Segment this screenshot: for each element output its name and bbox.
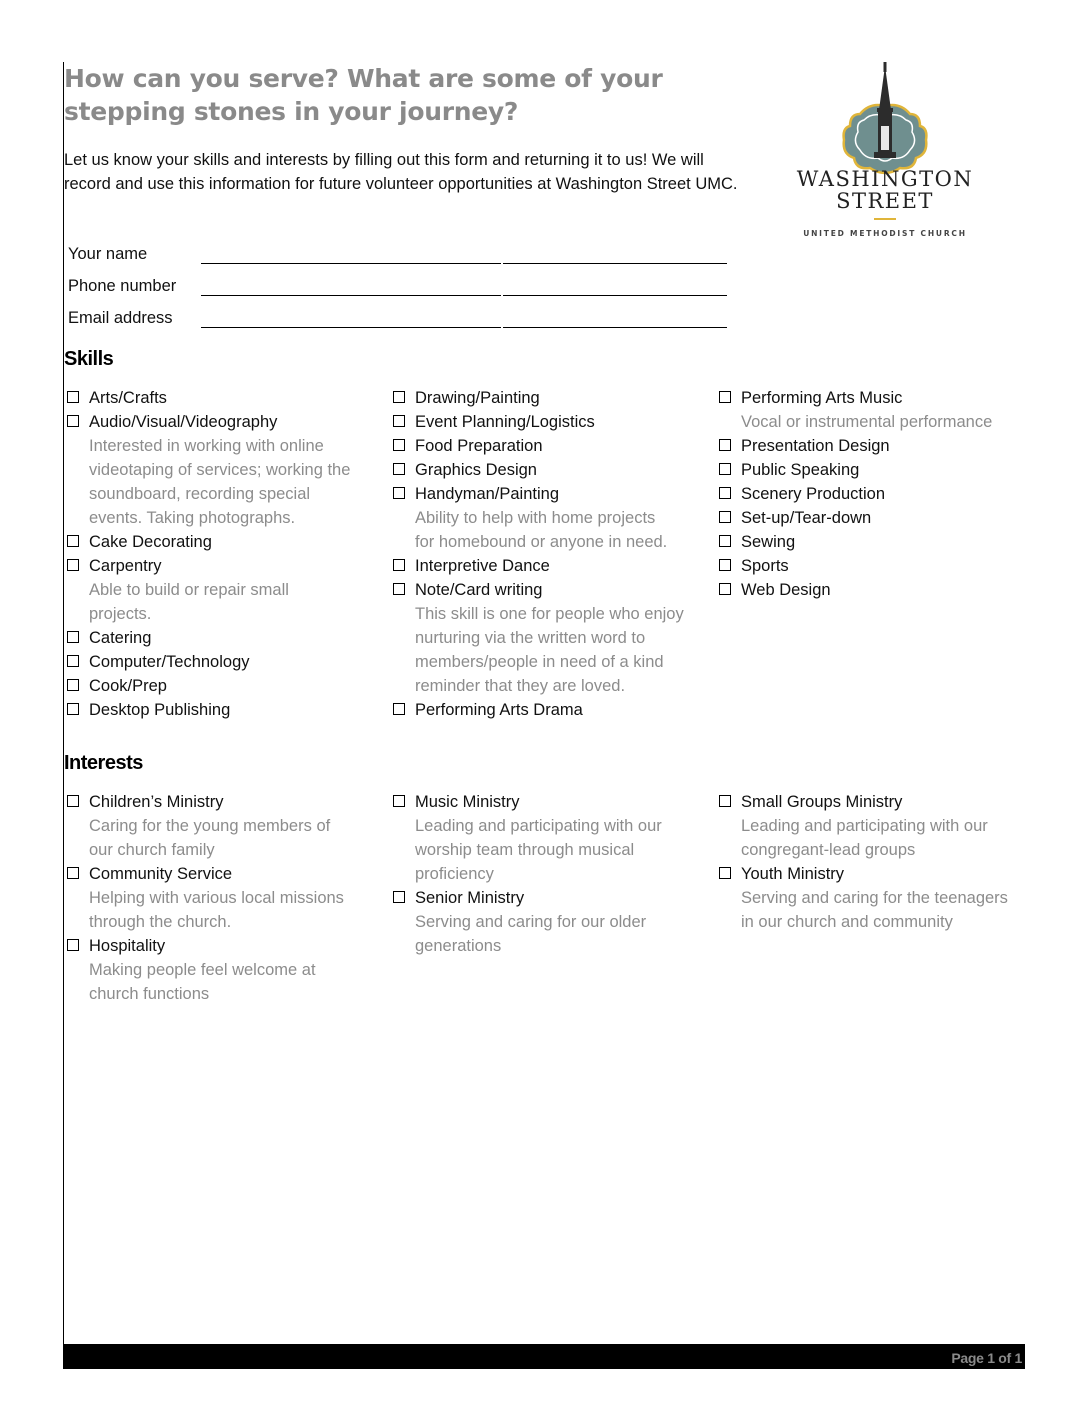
skills-option[interactable] [716,458,1026,482]
interests-option[interactable] [64,862,374,886]
option-label: Food Preparation [415,437,543,455]
option-description: Leading and participating with our [415,817,662,835]
option-description: events. Taking photographs. [89,509,296,527]
intro-paragraph: Let us know your skills and interests by filling out this form and returning it to us! We will record and use this information for future volunteer opportunities at Washington Street UMC. [64,151,738,193]
skills-column-3 [716,386,1026,602]
skills-option[interactable] [390,554,700,578]
logo-line-2: STREET [836,189,934,213]
option-label: Youth Ministry [741,865,845,883]
interests-option[interactable] [390,886,700,910]
checkbox[interactable] [393,795,405,807]
page-number: Page 1 of 1 [951,1350,1022,1366]
option-label: Scenery Production [741,485,885,503]
form-field-input-line[interactable] [201,263,727,264]
option-description: members/people in need of a kind [415,653,664,671]
skills-option[interactable] [390,410,700,434]
form-field-row [68,240,728,272]
checkbox[interactable] [719,487,731,499]
skills-column-2 [390,386,700,722]
option-label: Audio/Visual/Videography [89,413,278,431]
option-label: Presentation Design [741,437,890,455]
option-description: videotaping of services; working the [89,461,351,479]
checkbox[interactable] [393,487,405,499]
interests-column-1 [64,790,374,1006]
checkbox[interactable] [719,559,731,571]
checkbox[interactable] [393,463,405,475]
field-line-gap [501,295,503,296]
option-description: Making people feel welcome at [89,961,316,979]
option-description: This skill is one for people who enjoy [415,605,684,623]
checkbox[interactable] [67,795,79,807]
footer-bar [63,1344,1025,1369]
option-description: generations [415,937,502,955]
checkbox[interactable] [67,703,79,715]
checkbox[interactable] [719,391,731,403]
option-label: Cake Decorating [89,533,212,551]
skills-option[interactable] [64,650,374,674]
option-label: Arts/Crafts [89,389,167,407]
option-description: for homebound or anyone in need. [415,533,668,551]
option-description: Caring for the young members of [89,817,331,835]
option-label: Small Groups Ministry [741,793,903,811]
field-line-gap [501,263,503,264]
interests-option[interactable] [716,790,1026,814]
logo-line-1: WASHINGTON [796,167,974,191]
option-label: Sports [741,557,789,575]
field-line-gap [501,327,503,328]
option-label: Note/Card writing [415,581,543,599]
option-description: nurturing via the written word to [415,629,646,647]
skills-option[interactable] [716,506,1026,530]
option-label: Drawing/Painting [415,389,540,407]
skills-option[interactable] [390,386,700,410]
checkbox[interactable] [393,703,405,715]
option-description: Ability to help with home projects [415,509,656,527]
checkbox[interactable] [67,535,79,547]
skills-option[interactable] [716,530,1026,554]
form-field-label: Phone number [68,277,177,295]
option-description: Serving and caring for our older [415,913,647,931]
option-label: Interpretive Dance [415,557,550,575]
checkbox[interactable] [393,891,405,903]
checkbox[interactable] [67,559,79,571]
option-label: Community Service [89,865,233,883]
skills-option[interactable] [716,482,1026,506]
checkbox[interactable] [393,391,405,403]
option-description: soundboard, recording special [89,485,311,503]
logo-line-3: UNITED METHODIST CHURCH [803,229,967,238]
option-description: Able to build or repair small [89,581,289,599]
option-description: through the church. [89,913,232,931]
option-label: Web Design [741,581,831,599]
option-description: church functions [89,985,210,1003]
option-label: Senior Ministry [415,889,525,907]
checkbox[interactable] [67,867,79,879]
skills-option[interactable] [716,554,1026,578]
option-label: Computer/Technology [89,653,250,671]
option-label: Desktop Publishing [89,701,231,719]
form-field-label: Email address [68,309,173,327]
skills-option[interactable] [716,434,1026,458]
checkbox[interactable] [67,391,79,403]
interests-column-3 [716,790,1026,934]
option-description: proficiency [415,865,494,883]
skills-option[interactable] [64,386,374,410]
skills-option[interactable] [390,434,700,458]
skills-option[interactable] [716,386,1026,410]
option-description: congregant-lead groups [741,841,916,859]
skills-option[interactable] [64,410,374,434]
option-label: Carpentry [89,557,162,575]
option-label: Catering [89,629,152,647]
skills-option[interactable] [390,698,700,722]
skills-option[interactable] [64,674,374,698]
skills-option[interactable] [64,530,374,554]
checkbox[interactable] [393,415,405,427]
option-label: Children’s Ministry [89,793,224,811]
form-field-row [68,304,728,336]
option-description: Vocal or instrumental performance [741,413,993,431]
option-description: worship team through musical [415,841,635,859]
skills-column-1 [64,386,374,722]
option-label: Public Speaking [741,461,860,479]
option-label: Performing Arts Music [741,389,903,407]
option-label: Graphics Design [415,461,537,479]
skills-option[interactable] [716,578,1026,602]
option-label: Hospitality [89,937,166,955]
checkbox[interactable] [719,583,731,595]
church-logo [780,62,990,242]
checkbox[interactable] [67,631,79,643]
checkbox[interactable] [67,415,79,427]
interests-option[interactable] [716,862,1026,886]
option-label: Event Planning/Logistics [415,413,595,431]
interests-option[interactable] [64,790,374,814]
option-label: Handyman/Painting [415,485,560,503]
checkbox[interactable] [67,939,79,951]
form-field-label: Your name [68,245,148,263]
checkbox[interactable] [67,679,79,691]
page-title: How can you serve? What are some of your stepping stones in your journey? [64,64,663,126]
option-label: Cook/Prep [89,677,167,695]
option-label: Sewing [741,533,796,551]
form-field-input-line[interactable] [201,327,727,328]
checkbox[interactable] [719,439,731,451]
checkbox[interactable] [719,867,731,879]
checkbox[interactable] [719,463,731,475]
skills-option[interactable] [390,482,700,506]
skills-heading: Skills [64,348,114,370]
interests-option[interactable] [390,790,700,814]
option-label: Performing Arts Drama [415,701,583,719]
form-field-row [68,272,728,304]
checkbox[interactable] [719,795,731,807]
checkbox[interactable] [393,583,405,595]
option-description: in our church and community [741,913,953,931]
option-label: Set-up/Tear-down [741,509,872,527]
interests-option[interactable] [64,934,374,958]
skills-option[interactable] [64,554,374,578]
checkbox[interactable] [719,535,731,547]
checkbox[interactable] [393,439,405,451]
checkbox[interactable] [67,655,79,667]
checkbox[interactable] [393,559,405,571]
skills-option[interactable] [390,458,700,482]
option-description: Interested in working with online [89,437,324,455]
contact-fields [68,240,728,336]
option-label: Music Ministry [415,793,520,811]
option-description: our church family [89,841,215,859]
skills-option[interactable] [390,578,700,602]
skills-option[interactable] [64,626,374,650]
option-description: Helping with various local missions [89,889,344,907]
interests-column-2 [390,790,700,958]
interests-heading: Interests [64,752,143,774]
skills-option[interactable] [64,698,374,722]
steeple-emblem [844,62,927,173]
form-field-input-line[interactable] [201,295,727,296]
option-description: Leading and participating with our [741,817,988,835]
option-description: reminder that they are loved. [415,677,626,695]
option-description: Serving and caring for the teenagers [741,889,1008,907]
checkbox[interactable] [719,511,731,523]
option-description: projects. [89,605,152,623]
